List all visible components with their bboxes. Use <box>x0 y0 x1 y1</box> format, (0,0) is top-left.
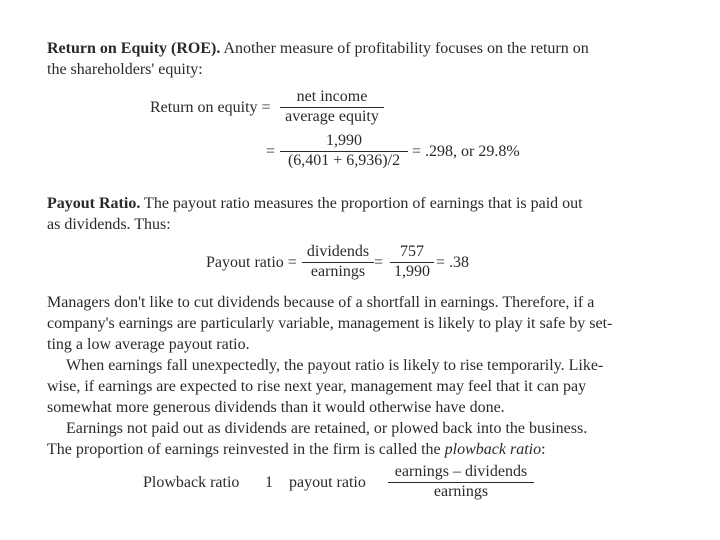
payout-result: = .38 <box>436 254 470 271</box>
roe-intro-line-1 <box>47 38 589 59</box>
payout-denominator-2: 1,990 <box>394 263 430 280</box>
payout-intro-line-2: as dividends. Thus: <box>47 216 171 233</box>
payout-intro-line-1 <box>47 193 583 214</box>
payout-denominator-1: earnings <box>310 263 366 280</box>
payout-equals-mid: = <box>374 254 384 271</box>
plowback-one: 1 <box>265 474 273 491</box>
plowback-lhs: Plowback ratio <box>143 474 240 491</box>
roe-fraction-1 <box>280 88 384 126</box>
payout-lhs: Payout ratio = <box>206 254 297 271</box>
payout-heading: Payout Ratio. <box>47 195 141 212</box>
roe-intro-line-2: the shareholders' equity: <box>47 61 203 78</box>
roe-numerator-2: 1,990 <box>326 132 362 149</box>
body-p2-line-3: somewhat more generous dividends than it would otherwise have done. <box>47 399 505 416</box>
payout-numerator-2: 757 <box>400 243 424 260</box>
roe-fraction-2 <box>280 132 408 170</box>
body-p3-line-1: Earnings not paid out as dividends are retained, or plowed back into the business. <box>66 420 588 437</box>
plowback-fraction <box>388 463 534 501</box>
plowback-payout-term: payout ratio <box>289 474 366 491</box>
body-p3-line-2-text: The proportion of earnings reinvested in the firm is called the <box>47 441 441 458</box>
payout-fraction-2 <box>390 243 434 281</box>
plowback-term: plowback ratio <box>444 441 542 458</box>
body-p3-line-2-punct: : <box>541 441 546 458</box>
plowback-denominator: earnings <box>433 483 489 500</box>
body-p1-line-3: ting a low average payout ratio. <box>47 336 250 353</box>
payout-fraction-1 <box>302 243 374 281</box>
roe-equals-2: = <box>266 143 276 160</box>
body-p3-line-2 <box>47 439 546 460</box>
roe-denominator-1: average equity <box>285 108 379 125</box>
body-p2-line-2: wise, if earnings are expected to rise next year, management may feel that it can pay <box>47 378 587 395</box>
payout-numerator-1: dividends <box>306 243 370 260</box>
roe-numerator-1: net income <box>296 88 368 105</box>
roe-intro-text: Another measure of profitability focuses on the return on <box>223 40 589 57</box>
plowback-numerator: earnings – dividends <box>394 463 528 480</box>
body-p1-line-2: company's earnings are particularly variable, management is likely to play it safe by set- <box>47 315 613 332</box>
roe-denominator-2: (6,401 + 6,936)/2 <box>287 152 401 169</box>
payout-intro-text: The payout ratio measures the proportion of earnings that is paid out <box>144 195 583 212</box>
body-p2-line-1: When earnings fall unexpectedly, the payout ratio is likely to rise temporarily. Like- <box>66 357 604 374</box>
body-p1-line-1: Managers don't like to cut dividends because of a shortfall in earnings. Therefore, if a <box>47 294 595 311</box>
roe-result: = .298, or 29.8% <box>412 143 520 160</box>
roe-heading: Return on Equity (ROE). <box>47 40 221 57</box>
roe-lhs: Return on equity = <box>150 99 271 116</box>
